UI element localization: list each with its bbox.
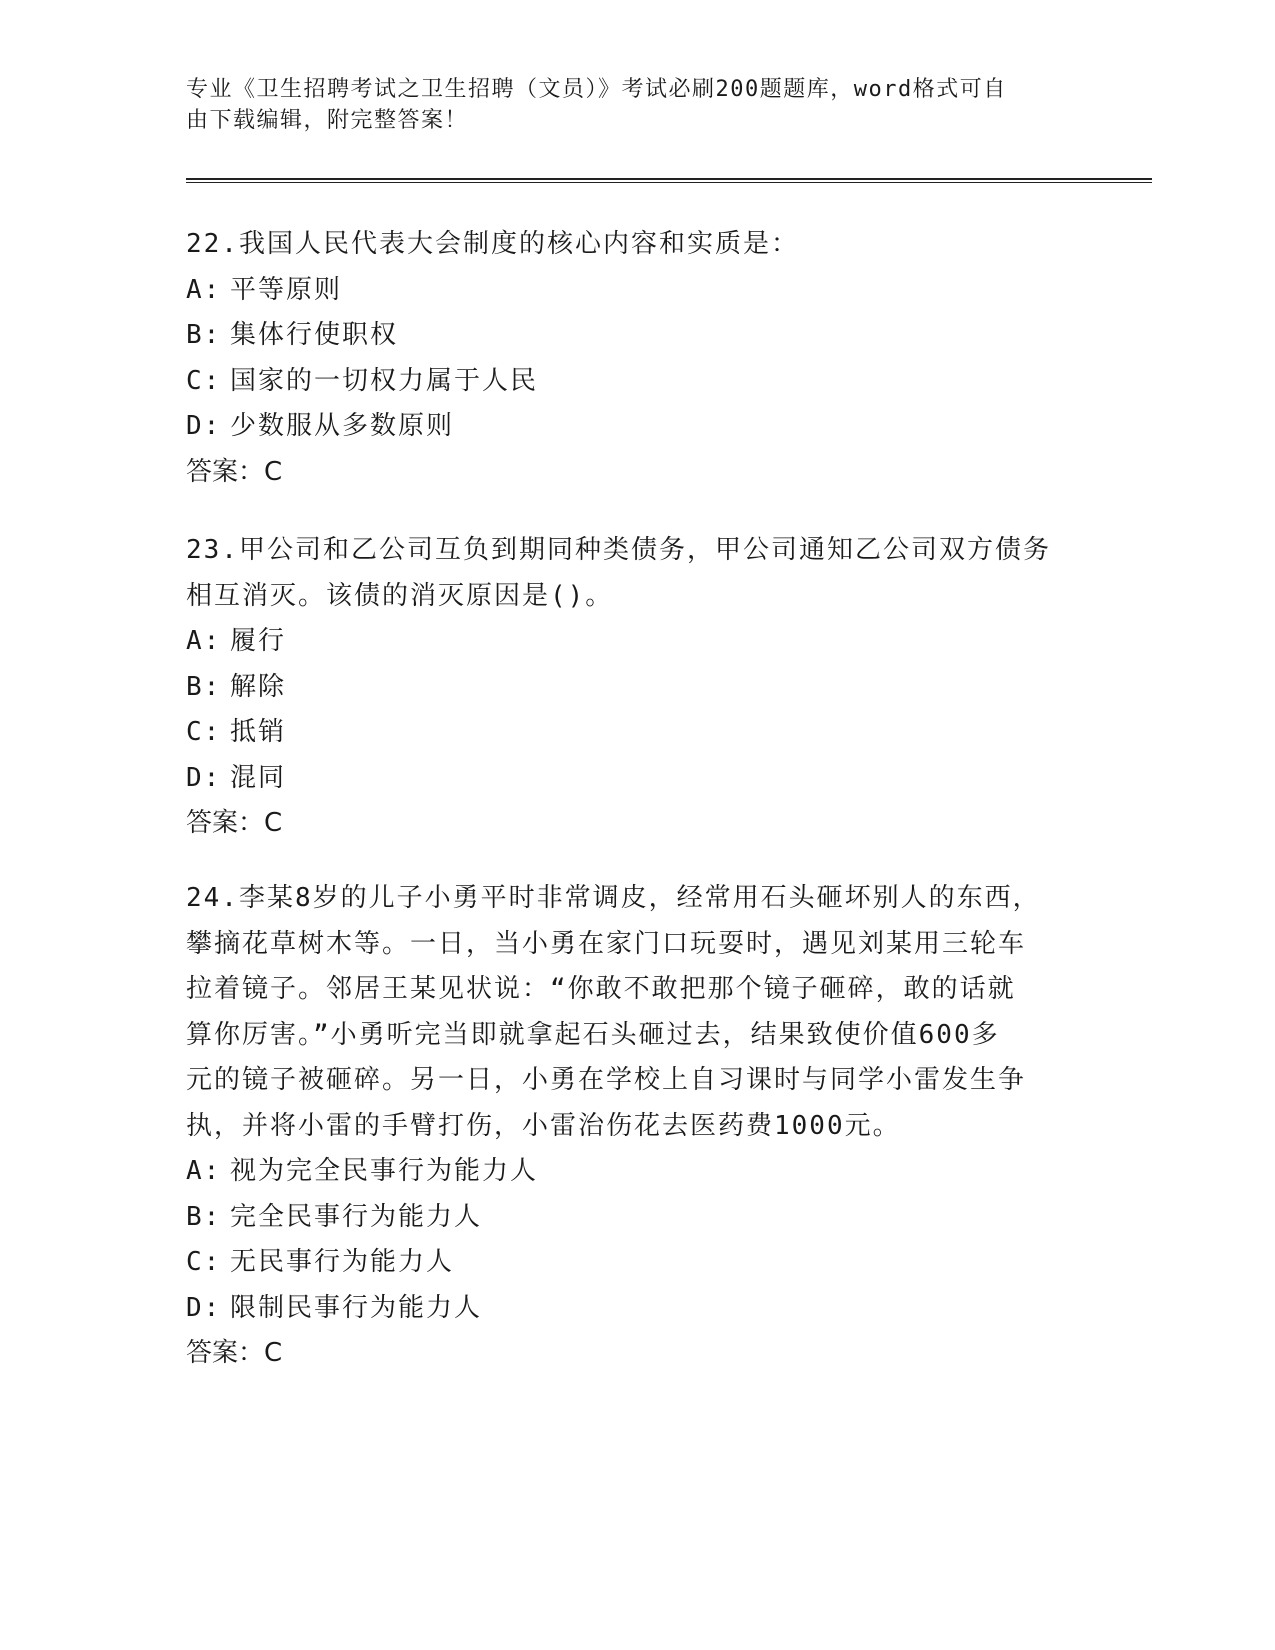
option-d — [186, 756, 1086, 802]
option-text: 国家的一切权力属于人民 — [230, 365, 539, 396]
option-text: 视为完全民事行为能力人 — [230, 1156, 539, 1186]
header-line-1: 专业《卫生招聘考试之卫生招聘（文员）》考试必刷200题题库，word格式可自 — [186, 77, 1007, 102]
question-stem: 22.我国人民代表大会制度的核心内容和实质是： — [186, 229, 799, 259]
option-letter: D: — [186, 411, 222, 441]
question-stem-line-2: 攀摘花草树木等。一日，当小勇在家门口玩耍时，遇见刘某用三轮车 — [186, 928, 1027, 959]
option-c — [186, 1240, 1086, 1286]
option-text: 集体行使职权 — [230, 320, 399, 350]
option-text: 解除 — [230, 671, 287, 702]
option-text: 混同 — [230, 762, 287, 793]
question-stem-line-3: 拉着镜子。邻居王某见状说：“你敢不敢把那个镜子砸碎，敢的话就 — [186, 974, 1016, 1004]
question-24 — [186, 876, 1086, 1377]
option-d — [186, 404, 1086, 450]
option-c — [186, 359, 1086, 405]
option-letter: C: — [186, 717, 222, 747]
option-letter: B: — [186, 1201, 222, 1232]
option-text: 少数服从多数原则 — [230, 411, 455, 441]
answer-line: 答案：C — [186, 808, 283, 838]
option-letter: C: — [186, 1247, 222, 1277]
option-text: 无民事行为能力人 — [230, 1247, 455, 1277]
option-text: 抵销 — [230, 717, 287, 747]
question-stem-line-6: 执，并将小雷的手臂打伤，小雷治伤花去医药费1000元。 — [186, 1110, 901, 1141]
question-stem-line-1: 23.甲公司和乙公司互负到期同种类债务，甲公司通知乙公司双方债务 — [186, 535, 1051, 565]
header-divider — [186, 178, 1152, 183]
option-letter: A: — [186, 1156, 222, 1186]
option-a — [186, 268, 1086, 314]
option-letter: B: — [186, 320, 222, 350]
question-stem-line-5: 元的镜子被砸碎。另一日，小勇在学校上自习课时与同学小雷发生争 — [186, 1065, 1027, 1095]
option-letter: A: — [186, 626, 222, 656]
header-line-2: 由下载编辑，附完整答案！ — [186, 108, 469, 133]
option-text: 限制民事行为能力人 — [230, 1292, 483, 1323]
question-stem-line-1: 24.李某8岁的儿子小勇平时非常调皮，经常用石头砸坏别人的东西， — [186, 883, 1041, 913]
option-c — [186, 710, 1086, 756]
option-b — [186, 1195, 1086, 1241]
question-stem-line-2: 相互消灭。该债的消灭原因是()。 — [186, 580, 614, 611]
option-a — [186, 619, 1086, 665]
question-23 — [186, 528, 1086, 847]
option-text: 平等原则 — [230, 274, 343, 305]
option-text: 完全民事行为能力人 — [230, 1201, 483, 1232]
option-letter: D: — [186, 1292, 222, 1323]
option-b — [186, 313, 1086, 359]
option-letter: A: — [186, 274, 222, 305]
question-22 — [186, 222, 1086, 495]
option-b — [186, 665, 1086, 711]
document-header — [186, 74, 1066, 136]
option-letter: B: — [186, 671, 222, 702]
option-d — [186, 1286, 1086, 1332]
option-letter: D: — [186, 762, 222, 793]
answer-line: 答案：C — [186, 456, 283, 487]
question-stem-line-4: 算你厉害。”小勇听完当即就拿起石头砸过去，结果致使价值600多 — [186, 1019, 1000, 1050]
option-a — [186, 1149, 1086, 1195]
option-text: 履行 — [230, 626, 287, 656]
document-page — [186, 0, 1146, 1650]
option-letter: C: — [186, 365, 222, 396]
answer-line: 答案：C — [186, 1338, 283, 1368]
